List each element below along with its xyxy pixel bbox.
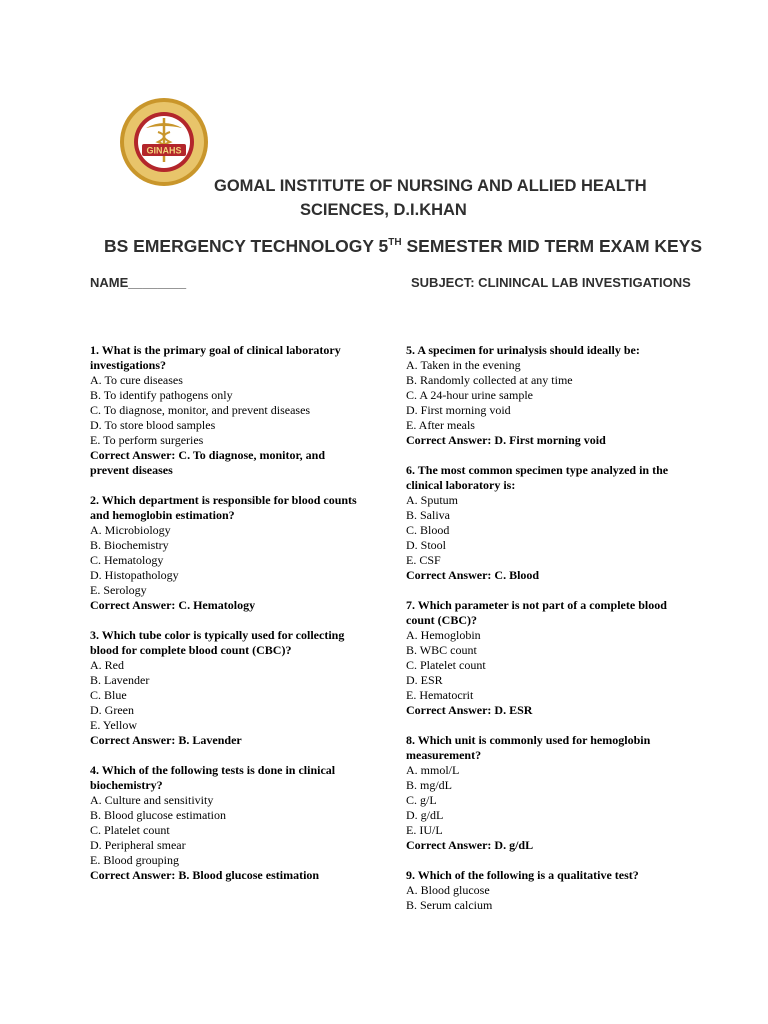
question-block: [406, 463, 674, 583]
option: A. Culture and sensitivity: [90, 793, 214, 807]
option: D. Peripheral smear: [90, 838, 186, 852]
option: C. A 24-hour urine sample: [406, 388, 533, 402]
name-field-label: NAME________: [90, 275, 187, 290]
option: E. IU/L: [406, 823, 443, 837]
option: A. To cure diseases: [90, 373, 183, 387]
institute-name: [90, 174, 730, 222]
option: C. Platelet count: [406, 658, 486, 672]
correct-answer: Correct Answer: C. To diagnose, monitor, and prevent diseases: [90, 448, 326, 477]
option: D. Green: [90, 703, 134, 717]
question-text: 7. Which parameter is not part of a complete blood count (CBC)?: [406, 598, 667, 627]
option: A. Sputum: [406, 493, 459, 507]
option: C. Blood: [406, 523, 450, 537]
option: D. g/dL: [406, 808, 444, 822]
option: B. Randomly collected at any time: [406, 373, 573, 387]
option: B. mg/dL: [406, 778, 453, 792]
option: C. To diagnose, monitor, and prevent diseases: [90, 403, 311, 417]
correct-answer: Correct Answer: D. First morning void: [406, 433, 606, 447]
questions-left-column: [90, 343, 358, 898]
option: D. First morning void: [406, 403, 511, 417]
option: E. Yellow: [90, 718, 138, 732]
question-block: [406, 733, 674, 853]
exam-title-post: SEMESTER MID TERM EXAM KEYS: [401, 236, 703, 256]
question-block: [90, 628, 358, 748]
questions-right-column: [406, 343, 674, 928]
question-block: [90, 763, 358, 883]
option: E. Hematocrit: [406, 688, 474, 702]
question-text: 3. Which tube color is typically used for collecting blood for complete blood count (CBC)?: [90, 628, 345, 657]
option: B. Saliva: [406, 508, 450, 522]
option: C. Hematology: [90, 553, 164, 567]
option: A. mmol/L: [406, 763, 460, 777]
question-text: 1. What is the primary goal of clinical laboratory investigations?: [90, 343, 341, 372]
institute-name-line2: SCIENCES, D.I.KHAN: [300, 201, 467, 219]
correct-answer: Correct Answer: B. Blood glucose estimation: [90, 868, 320, 882]
option: D. Stool: [406, 538, 447, 552]
question-text: 9. Which of the following is a qualitative test?: [406, 868, 639, 882]
option: E. CSF: [406, 553, 441, 567]
option: B. WBC count: [406, 643, 477, 657]
option: B. Serum calcium: [406, 898, 493, 912]
question-text: 4. Which of the following tests is done in clinical biochemistry?: [90, 763, 336, 792]
option: D. To store blood samples: [90, 418, 216, 432]
option: E. To perform surgeries: [90, 433, 204, 447]
option: A. Microbiology: [90, 523, 171, 537]
option: B. Biochemistry: [90, 538, 169, 552]
svg-text:GINAHS: GINAHS: [146, 145, 182, 156]
question-block: [90, 343, 358, 478]
option: C. g/L: [406, 793, 437, 807]
option: A. Blood glucose: [406, 883, 490, 897]
question-block: [406, 868, 674, 913]
question-text: 2. Which department is responsible for blood counts and hemoglobin estimation?: [90, 493, 357, 522]
correct-answer: Correct Answer: D. ESR: [406, 703, 533, 717]
correct-answer: Correct Answer: B. Lavender: [90, 733, 242, 747]
option: B. Blood glucose estimation: [90, 808, 226, 822]
option: C. Blue: [90, 688, 127, 702]
question-text: 8. Which unit is commonly used for hemoglobin measurement?: [406, 733, 651, 762]
exam-title-superscript: TH: [388, 237, 402, 248]
exam-title: [104, 236, 702, 257]
exam-title-pre: BS EMERGENCY TECHNOLOGY 5: [104, 236, 389, 256]
question-text: 6. The most common specimen type analyzed in the clinical laboratory is:: [406, 463, 669, 492]
question-block: [90, 493, 358, 613]
option: E. Blood grouping: [90, 853, 179, 867]
institute-name-line1: GOMAL INSTITUTE OF NURSING AND ALLIED HEALTH: [214, 177, 647, 195]
correct-answer: Correct Answer: C. Blood: [406, 568, 540, 582]
option: A. Hemoglobin: [406, 628, 481, 642]
option: D. Histopathology: [90, 568, 179, 582]
question-text: 5. A specimen for urinalysis should ideally be:: [406, 343, 640, 357]
option: E. Serology: [90, 583, 147, 597]
option: D. ESR: [406, 673, 443, 687]
question-block: [406, 598, 674, 718]
option: A. Taken in the evening: [406, 358, 521, 372]
option: A. Red: [90, 658, 124, 672]
correct-answer: Correct Answer: D. g/dL: [406, 838, 534, 852]
option: C. Platelet count: [90, 823, 170, 837]
option: B. Lavender: [90, 673, 150, 687]
option: E. After meals: [406, 418, 475, 432]
question-block: [406, 343, 674, 448]
subject-label: SUBJECT: CLININCAL LAB INVESTIGATIONS: [411, 275, 691, 290]
option: B. To identify pathogens only: [90, 388, 233, 402]
correct-answer: Correct Answer: C. Hematology: [90, 598, 256, 612]
